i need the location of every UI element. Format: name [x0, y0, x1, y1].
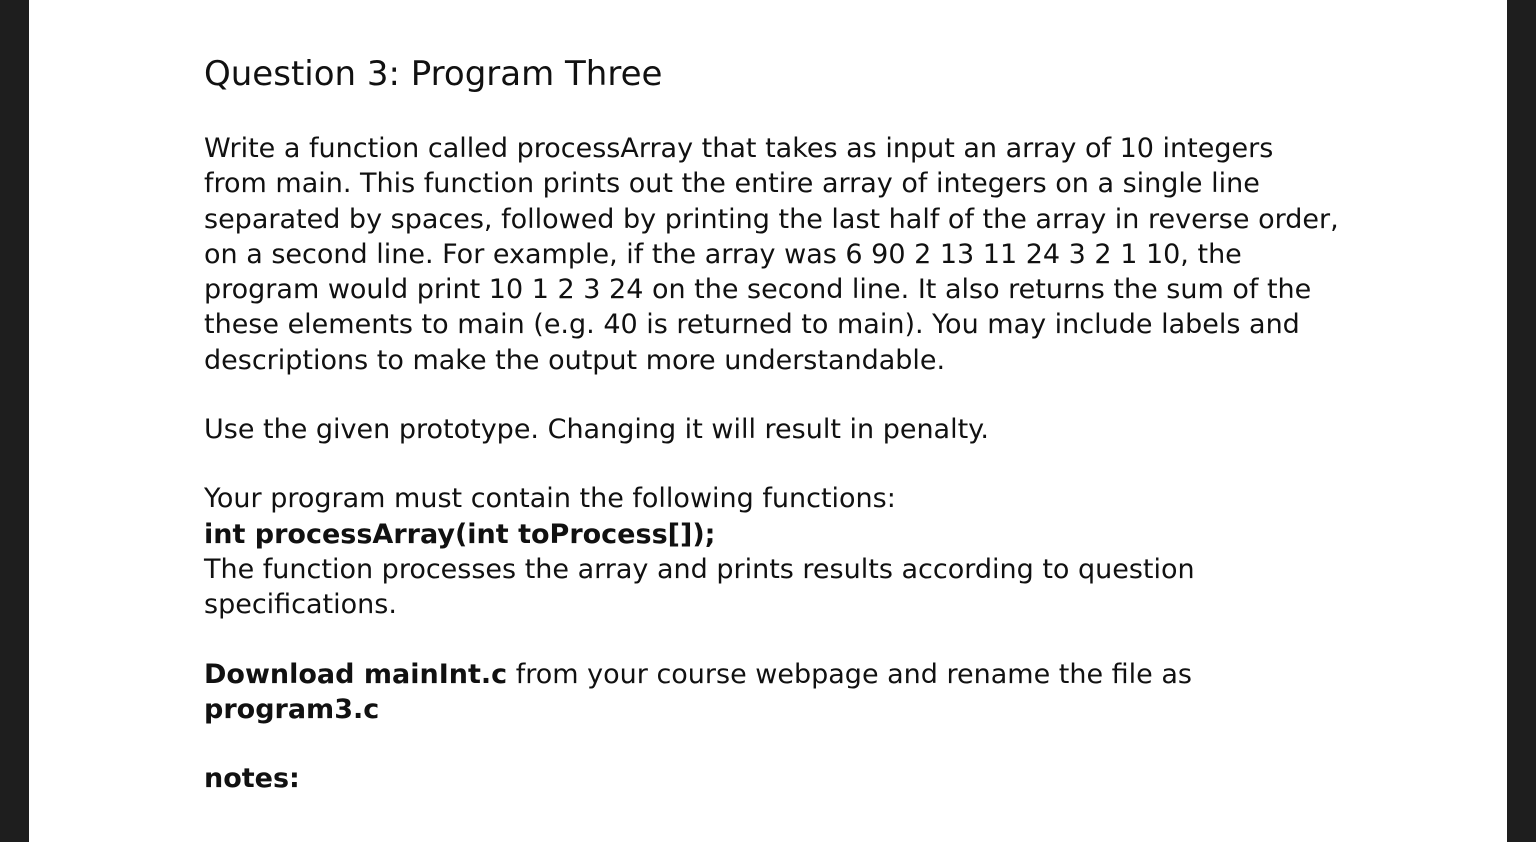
question-title: Question 3: Program Three [204, 54, 663, 94]
download-text: from your course webpage and rename the file as [507, 658, 1192, 690]
document-content [204, 52, 1344, 796]
description-paragraph: Write a function called processArray that takes as input an array of 10 integers from main. This function prints out the entire array of integers on a single line separated by spaces, followed by printing the last half of the array in reverse order, on a second line. For example, if the array was 6 90 2 13 11 24 3 2 1 10, the program would print 10 1 2 3 24 on the second line. It also returns the sum of the these elements to main (e.g. 40 is returned to main). You may include labels and descriptions to make the output more understandable. [204, 133, 1339, 376]
functions-section [204, 481, 1344, 622]
prototype-note: Use the given prototype. Changing it will result in penalty. [204, 414, 989, 446]
download-instructions [204, 657, 1344, 728]
function-prototype: int processArray(int toProcess[]); [204, 518, 716, 550]
function-description: The function processes the array and prints results according to question specifications. [204, 553, 1195, 621]
document-page [29, 0, 1507, 842]
download-filename-main: Download mainInt.c [204, 658, 508, 690]
functions-intro: Your program must contain the following functions: [204, 483, 896, 515]
notes-label: notes: [204, 763, 300, 795]
download-target-filename: program3.c [204, 693, 380, 725]
